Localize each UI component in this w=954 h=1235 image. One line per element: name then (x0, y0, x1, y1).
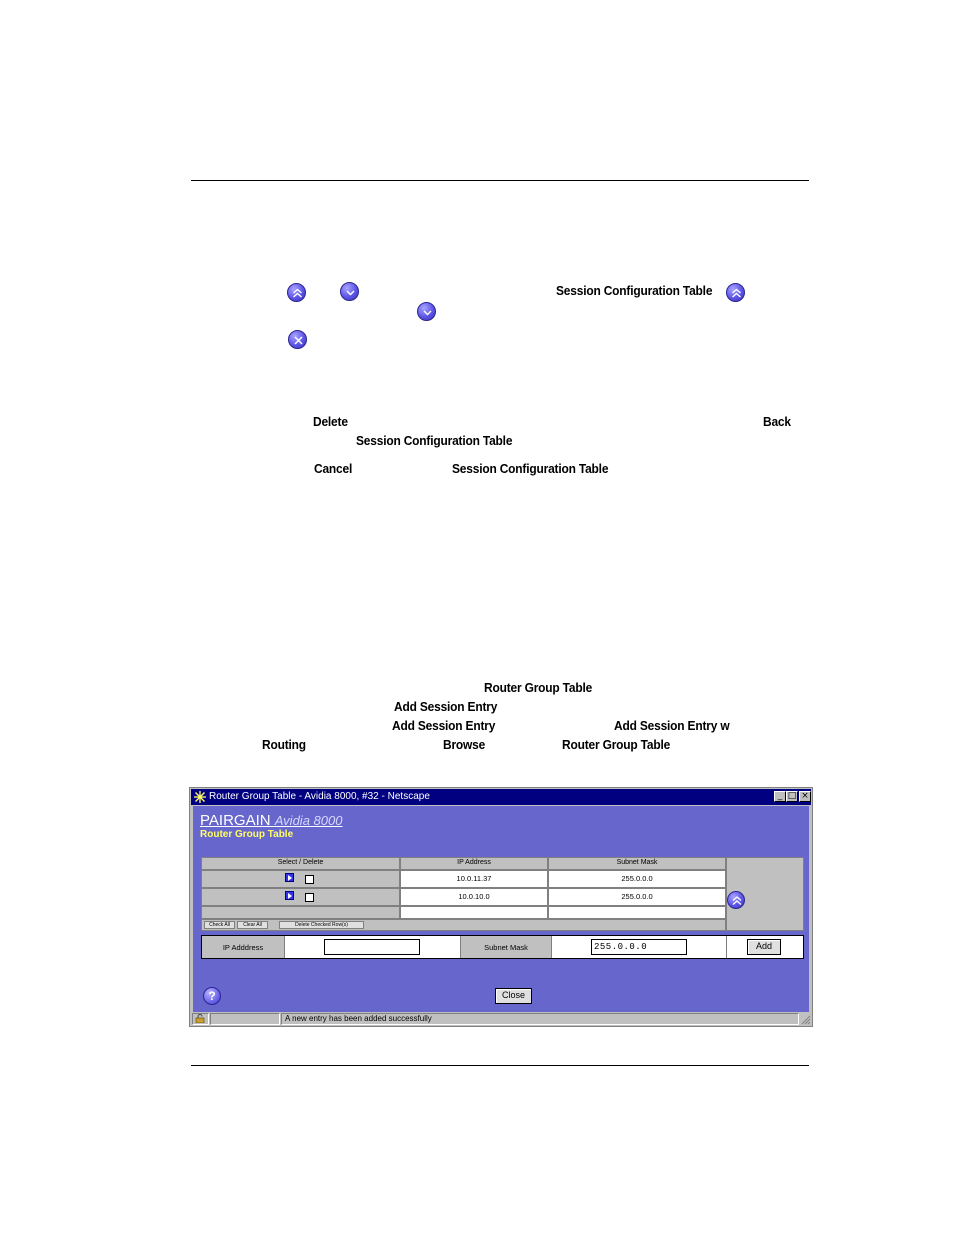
subnet-mask-input[interactable]: 255.0.0.0 (591, 939, 687, 955)
column-header-select: Select / Delete (201, 857, 400, 870)
row-select-arrow-icon[interactable] (285, 891, 294, 900)
title-bar (191, 789, 811, 805)
maximize-button[interactable]: □ (787, 791, 797, 801)
brand-name: PAIRGAIN (200, 812, 271, 829)
router-group-table-label: Router Group Table (484, 680, 593, 695)
resize-grip-icon[interactable] (800, 1014, 811, 1025)
status-progress (210, 1013, 280, 1025)
browser-window (189, 787, 813, 1027)
table-cell-mask: 255.0.0.0 (548, 870, 726, 888)
product-name: Avidia 8000 (274, 813, 343, 828)
scroll-down-icon (340, 282, 359, 301)
table-row-empty (201, 906, 400, 919)
row-delete-checkbox[interactable] (305, 893, 314, 902)
delete-checked-button[interactable]: Delete Checked Row(s) (279, 921, 364, 929)
scroll-down-icon (417, 302, 436, 321)
table-cell-empty (548, 906, 726, 919)
router-group-table-label: Router Group Table (562, 737, 671, 752)
cancel-label: Cancel (314, 461, 353, 476)
add-button[interactable]: Add (747, 939, 781, 955)
check-all-button[interactable]: Check All (204, 921, 235, 929)
table-row-select (201, 870, 400, 888)
minimize-button[interactable]: _ (774, 791, 786, 802)
page-title: Router Group Table (200, 829, 294, 840)
ip-address-input[interactable] (324, 939, 420, 955)
row-select-arrow-icon[interactable] (285, 873, 294, 882)
back-label: Back (763, 414, 791, 429)
table-cell-ip: 10.0.11.37 (400, 870, 548, 888)
add-session-entry-label: Add Session Entry (392, 718, 496, 733)
close-window-button[interactable]: × (799, 791, 811, 802)
session-config-table-label: Session Configuration Table (556, 283, 713, 298)
ip-address-label: IP Adddress (222, 943, 264, 952)
row-delete-checkbox[interactable] (305, 875, 314, 884)
add-session-entry-w-label: Add Session Entry w (614, 718, 730, 733)
subnet-mask-label: Subnet Mask (484, 943, 528, 952)
table-cell-mask: 255.0.0.0 (548, 888, 726, 906)
table-row-select (201, 888, 400, 906)
footer-rule (191, 1065, 809, 1066)
table-cell-empty (400, 906, 548, 919)
status-text: A new entry has been added successfully (281, 1013, 799, 1025)
routing-label: Routing (262, 737, 306, 752)
browse-label: Browse (443, 737, 486, 752)
status-bar (191, 1012, 811, 1026)
page-content (193, 806, 809, 1012)
column-header-mask: Subnet Mask (548, 857, 726, 870)
help-icon[interactable]: ? (203, 987, 221, 1005)
session-config-table-label: Session Configuration Table (356, 433, 513, 448)
window-title: Router Group Table - Avidia 8000, #32 - Netscape (209, 791, 430, 802)
scroll-up-button[interactable] (727, 891, 745, 909)
header-rule (191, 180, 809, 181)
session-config-table-label: Session Configuration Table (452, 461, 609, 476)
scroll-up-icon (726, 283, 745, 302)
add-session-entry-label: Add Session Entry (394, 699, 498, 714)
close-icon (288, 330, 307, 349)
netscape-icon (194, 791, 206, 803)
table-cell-ip: 10.0.10.0 (400, 888, 548, 906)
scroll-up-icon (287, 283, 306, 302)
pairgain-logo (200, 812, 342, 829)
delete-label: Delete (313, 414, 348, 429)
clear-all-button[interactable]: Clear All (237, 921, 268, 929)
column-header-ip: IP Address (400, 857, 548, 870)
close-button[interactable]: Close (495, 988, 532, 1004)
security-lock-icon (192, 1013, 209, 1025)
